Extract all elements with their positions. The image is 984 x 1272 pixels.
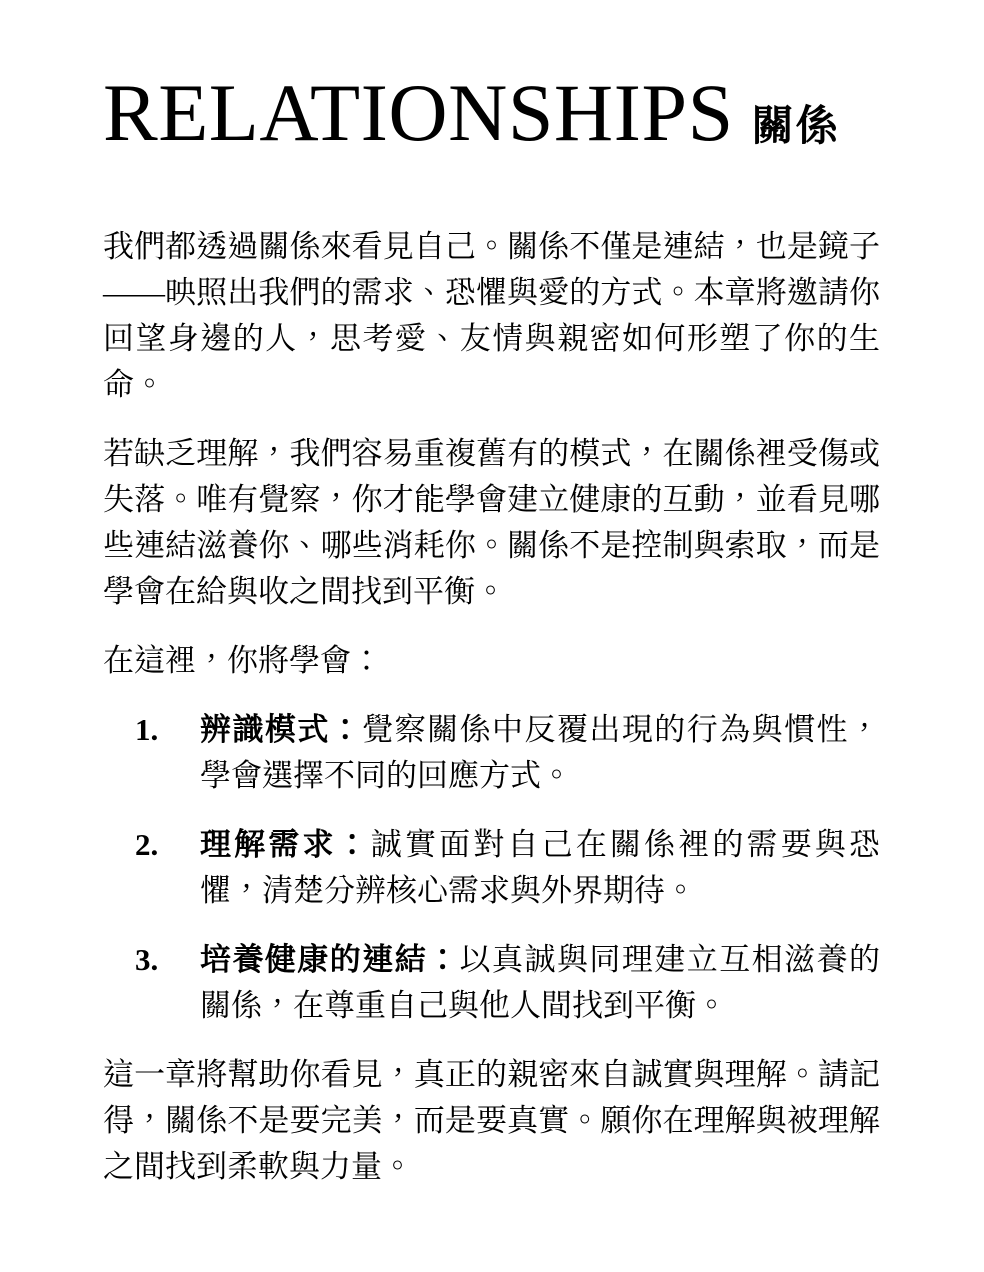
list-intro-line: 在這裡，你將學會： xyxy=(103,643,382,678)
list-item-2-lead: 理解需求： xyxy=(200,827,371,862)
list-item-1 xyxy=(103,707,880,799)
list-item-1-lead: 辨識模式： xyxy=(200,712,363,747)
list-item-3 xyxy=(103,937,880,1029)
list-item-2-text: 誠實面對自己在關係裡的需要與恐懼，清楚分辨核心需求與外界期待。 xyxy=(200,827,881,908)
chapter-title xyxy=(103,64,880,176)
list-item-1-text: 覺察關係中反覆出現的行為與慣性，學會選擇不同的回應方式。 xyxy=(200,712,880,793)
intro-paragraph-1: 我們都透過關係來看見自己。關係不僅是連結，也是鏡子——映照出我們的需求、恐懼與愛的方式。本章將邀請你回望身邊的人，思考愛、友情與親密如何形塑了你的生命。 xyxy=(103,229,880,402)
closing-paragraph: 這一章將幫助你看見，真正的親密來自誠實與理解。請記得，關係不是要完美，而是要真實。願你在理解與被理解之間找到柔軟與力量。 xyxy=(103,1057,880,1184)
chapter-title-english: RELATIONSHIPS xyxy=(103,67,734,158)
list-item-3-text: 以真誠與同理建立互相滋養的關係，在尊重自己與他人間找到平衡。 xyxy=(200,942,881,1023)
chapter-title-chinese: 關係 xyxy=(751,104,840,150)
list-item-1-number: 1. xyxy=(135,712,159,747)
list-item-2 xyxy=(103,822,880,914)
learning-points-list xyxy=(103,707,880,1029)
intro-paragraph-2: 若缺乏理解，我們容易重複舊有的模式，在關係裡受傷或失落。唯有覺察，你才能學會建立健康的互動，並看見哪些連結滋養你、哪些消耗你。關係不是控制與索取，而是學會在給與收之間找到平衡。 xyxy=(103,436,880,609)
list-item-2-number: 2. xyxy=(135,827,159,862)
list-item-3-number: 3. xyxy=(135,942,159,977)
list-item-3-lead: 培養健康的連結： xyxy=(200,942,460,977)
